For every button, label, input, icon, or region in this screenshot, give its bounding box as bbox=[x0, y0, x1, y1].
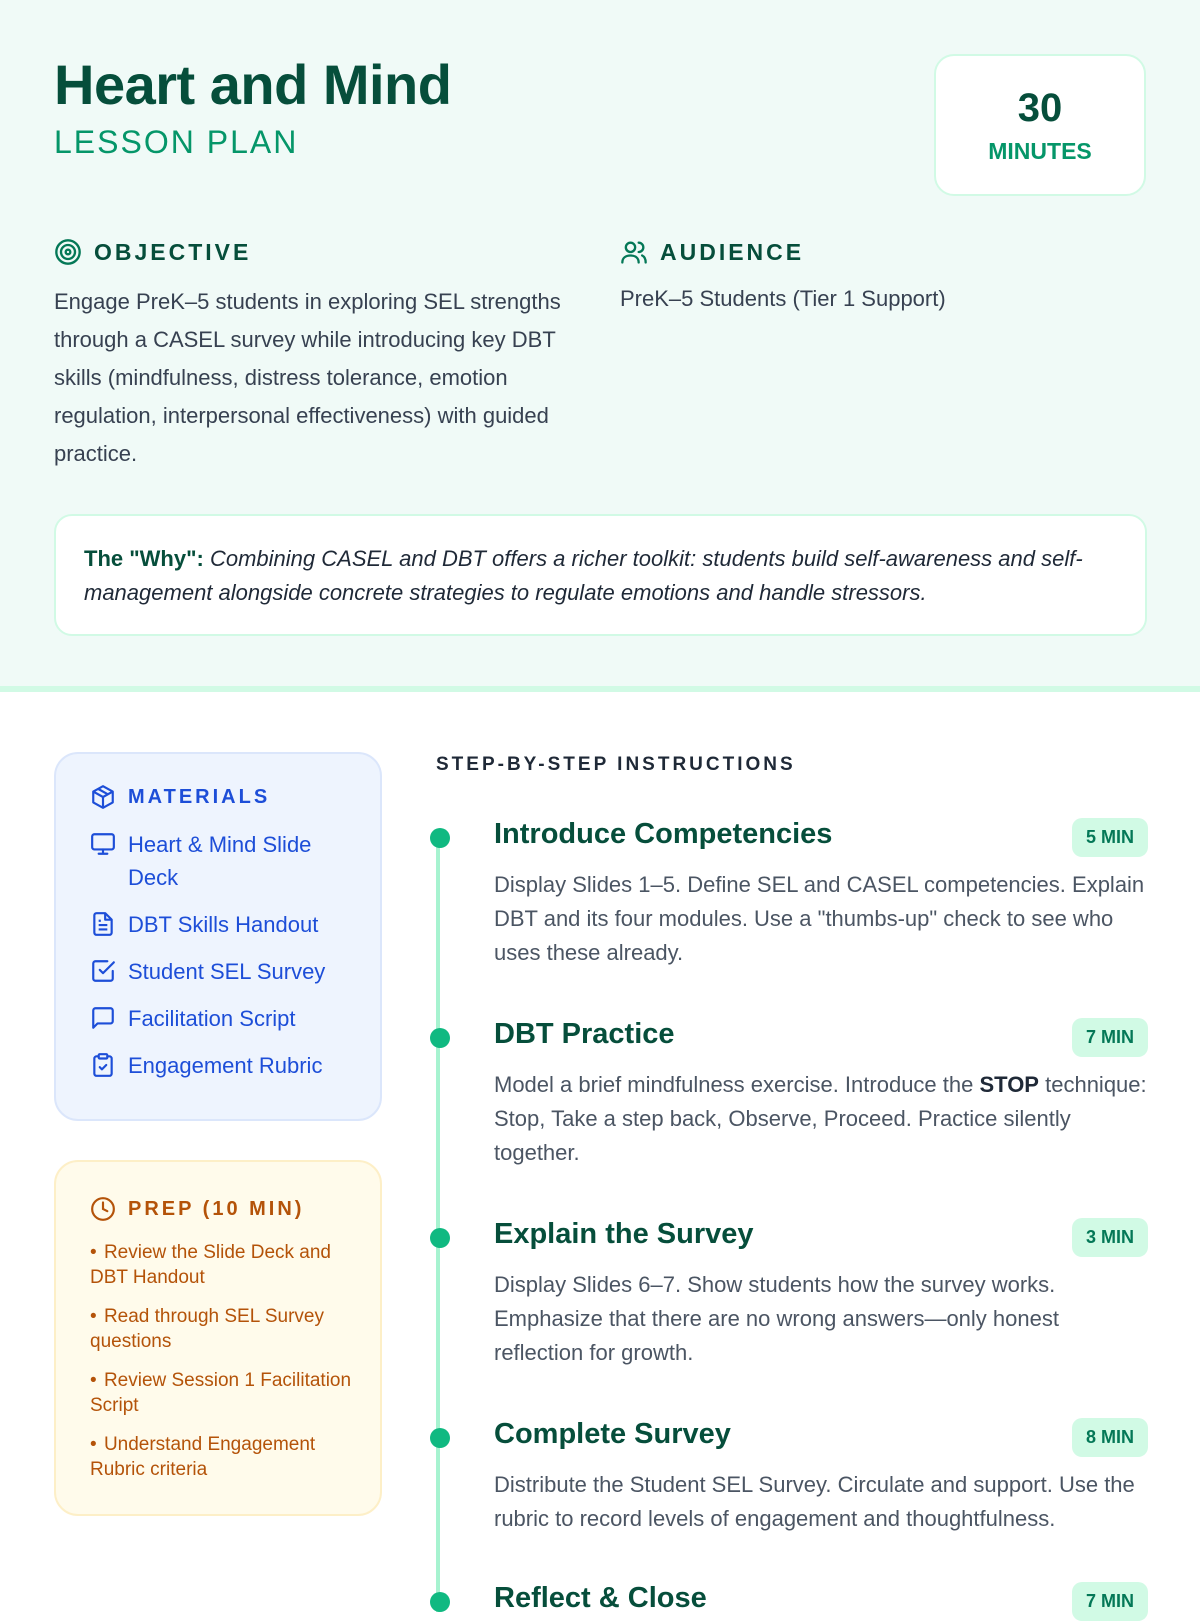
audience-text: PreK–5 Students (Tier 1 Support) bbox=[620, 286, 946, 311]
clock-icon bbox=[90, 1196, 116, 1222]
material-label: Heart & Mind Slide Deck bbox=[128, 832, 312, 890]
objective-label: OBJECTIVE bbox=[94, 238, 252, 265]
prep-list-item: • Review the Slide Deck and DBT Handout bbox=[90, 1242, 332, 1288]
material-item-engagement-rubric[interactable] bbox=[90, 1049, 380, 1082]
chat-bubble-icon bbox=[90, 1005, 116, 1031]
timeline-dot bbox=[430, 1428, 450, 1448]
step-description: Display Slides 1–5. Define SEL and CASEL competencies. Explain DBT and its four modules. Use a "thumbs-up" check to see who uses these already. bbox=[494, 872, 1145, 965]
prep-list-item: • Review Session 1 Facilitation Script bbox=[90, 1370, 352, 1416]
page-subtitle: LESSON PLAN bbox=[54, 124, 299, 160]
step-time-badge: 5 MIN bbox=[1072, 818, 1148, 857]
objective-text: Engage PreK–5 students in exploring SEL strengths through a CASEL survey while introducing key DBT skills (mindfulness, distress tolerance, emotion regulation, interpersonal effectiveness) with guided practice. bbox=[54, 289, 561, 466]
timeline-dot bbox=[430, 1228, 450, 1248]
materials-card bbox=[54, 752, 382, 1121]
materials-label: MATERIALS bbox=[128, 785, 271, 808]
timeline-dot bbox=[430, 828, 450, 848]
material-label: Student SEL Survey bbox=[128, 959, 326, 984]
step-time-badge: 7 MIN bbox=[1072, 1582, 1148, 1621]
step-title: Introduce Competencies bbox=[494, 818, 833, 850]
package-icon bbox=[90, 784, 116, 810]
step-time-badge: 8 MIN bbox=[1072, 1418, 1148, 1457]
why-text: Combining CASEL and DBT offers a richer toolkit: students build self-awareness and self-management alongside concrete strategies to regulate emotions and handle stressors. bbox=[84, 546, 1083, 605]
checkbox-icon bbox=[90, 958, 116, 984]
timeline-line bbox=[436, 832, 440, 1612]
timeline-dot bbox=[430, 1592, 450, 1612]
step-title: Reflect & Close bbox=[494, 1582, 707, 1614]
steps-heading: STEP-BY-STEP INSTRUCTIONS bbox=[436, 754, 796, 775]
material-item-facilitation-script[interactable] bbox=[90, 1002, 380, 1035]
target-icon bbox=[54, 238, 82, 266]
duration-value: 30 bbox=[1017, 86, 1063, 130]
material-item-slide-deck[interactable] bbox=[90, 828, 380, 894]
audience-label: AUDIENCE bbox=[660, 238, 805, 265]
material-label: DBT Skills Handout bbox=[128, 912, 319, 937]
material-item-dbt-handout[interactable] bbox=[90, 908, 380, 941]
duration-card bbox=[934, 54, 1146, 196]
clipboard-icon bbox=[90, 1052, 116, 1078]
step-time-badge: 7 MIN bbox=[1072, 1018, 1148, 1057]
document-icon bbox=[90, 911, 116, 937]
prep-heading bbox=[90, 1196, 380, 1222]
step-description: Model a brief mindfulness exercise. Introduce the STOP technique: Stop, Take a step back, Observe, Proceed. Practice silently together. bbox=[494, 1072, 1147, 1165]
material-item-sel-survey[interactable] bbox=[90, 955, 380, 988]
why-callout bbox=[54, 514, 1147, 636]
material-label: Facilitation Script bbox=[128, 1006, 296, 1031]
users-icon bbox=[620, 238, 648, 266]
step-description: Distribute the Student SEL Survey. Circulate and support. Use the rubric to record levels of engagement and thoughtfulness. bbox=[494, 1472, 1135, 1531]
monitor-icon bbox=[90, 831, 116, 857]
step-title: DBT Practice bbox=[494, 1018, 675, 1050]
lesson-header-section bbox=[0, 0, 1200, 692]
prep-list-item: • Understand Engagement Rubric criteria bbox=[90, 1434, 316, 1480]
step-time-badge: 3 MIN bbox=[1072, 1218, 1148, 1257]
material-label: Engagement Rubric bbox=[128, 1053, 323, 1078]
timeline-dot bbox=[430, 1028, 450, 1048]
audience-heading bbox=[620, 238, 804, 266]
prep-list-item: • Read through SEL Survey questions bbox=[90, 1306, 324, 1352]
step-title: Explain the Survey bbox=[494, 1218, 754, 1250]
prep-label: PREP (10 MIN) bbox=[128, 1197, 305, 1220]
objective-heading bbox=[54, 238, 251, 266]
step-description: Display Slides 6–7. Show students how the survey works. Emphasize that there are no wrong answers—only honest reflection for growth. bbox=[494, 1272, 1059, 1365]
duration-unit: MINUTES bbox=[988, 138, 1092, 164]
prep-card bbox=[54, 1160, 382, 1516]
step-title: Complete Survey bbox=[494, 1418, 731, 1450]
materials-heading bbox=[90, 784, 380, 810]
page-title: Heart and Mind bbox=[54, 53, 452, 116]
why-label: The "Why": bbox=[84, 546, 204, 571]
